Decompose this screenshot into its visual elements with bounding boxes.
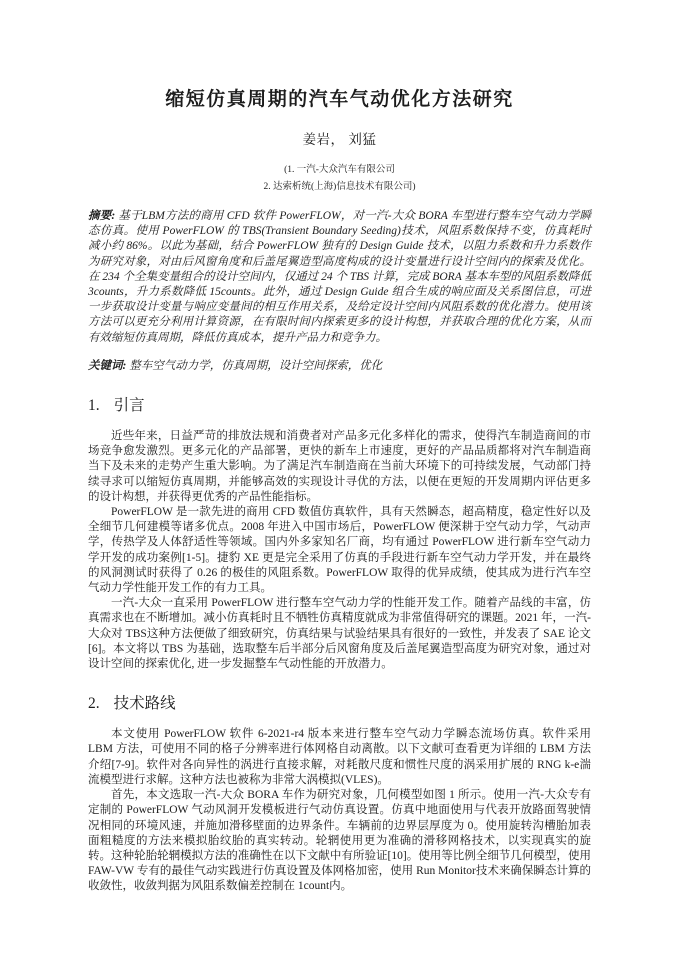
keywords-label: 关键词: <box>88 359 127 372</box>
tech-paragraph-1: 本文使用 PowerFLOW 软件 6-2021-r4 版本来进行整车空气动力学瞬态流场仿真。软件采用 LBM 方法，可使用不同的格子分辨率进行体网格自动离散。以下文献可查看更为详细的 LBM 方法介绍[7-9]。软件对各向异性的涡进行直接求解，对耗散尺度和惯性尺度的涡采用扩展的 RNG k-e湍流模型进行求解。这种方法也被称为非常大涡模拟(VLES)。 <box>88 728 591 786</box>
section-heading-technical-route <box>88 694 591 713</box>
abstract-paragraph <box>88 209 591 346</box>
abstract-label: 摘要: <box>88 210 116 222</box>
tech-paragraph-2: 首先，本文选取一汽-大众 BORA 车作为研究对象，几何模型如图 1 所示。使用一汽-大众专有定制的 PowerFLOW 气动风洞开发模板进行气动仿真设置。仿真中地面使用与代表开放路面驾驶情况相同的环境风速，并施加滑移壁面的边界条件。车辆前的边界层厚度为 0。使用旋转沟槽胎加表面粗糙度的方法来模拟胎纹胎的真实转动。轮辋使用更为准确的滑移网格技术，以实现真实的旋转。这种轮胎轮辋模拟方法的准确性在以下文献中有所验证[10]。使用等比例全细节几何模型，使用 FAW-VW 专有的最佳气动实践进行仿真设置及体网格加密，使用 Run Monitor技术来确保瞬态计算的收敛性，收敛判据为风阻系数偏差控制在 1count内。 <box>88 789 591 893</box>
keywords-paragraph <box>88 359 591 374</box>
intro-paragraph-2: PowerFLOW 是一款先进的商用 CFD 数值仿真软件，具有天然瞬态，超高精度，稳定性好以及全细节几何建模等诸多优点。2008 年进入中国市场后，PowerFLOW 便深耕于空气动力学，气动声学，传热学及人体舒适性等领域。国内外多家知名厂商，均有通过 PowerFLOW 进行新车空气动力学开发的成功案例[1-5]。捷豹 XE 更是完全采用了仿真的手段进行新车空气动力学开发，并在最终的风洞测试时获得了 0.26 的极佳的风阻系数。PowerFLOW 取得的优异成绩，使其成为进行汽车空气动力学性能开发工作的有力工具。 <box>88 506 591 595</box>
section-heading-introduction <box>88 396 591 415</box>
section-number: 1. <box>88 397 100 415</box>
intro-paragraph-3: 一汽-大众一直采用 PowerFLOW 进行整车空气动力学的性能开发工作。随着产品线的丰富，仿真需求也在不断增加。减小仿真耗时且不牺牲仿真精度就成为非常值得研究的课题。2021 年，一汽-大众对 TBS这种方法便做了细致研究，仿真结果与试验结果具有很好的一致性，并发表了 SAE 论文[6]。本文将以 TBS 为基础，选取整车后半部分后风窗角度及后盖尾翼造型高度为研究对象，通过对设计空间的探索优化, 进一步发掘整车气动性能的开放潜力。 <box>88 597 591 671</box>
keywords-text: 整车空气动力学，仿真周期，设计空间探索，优化 <box>126 359 383 372</box>
section-title: 引言 <box>113 397 145 415</box>
intro-paragraph-1: 近些年来，日益严苛的排放法规和消费者对产品多元化多样化的需求，使得汽车制造商间的市场竞争愈发激烈。更多元化的产品部署，更快的新车上市速度，更好的产品品质都将对汽车制造商当下及未来的走势产生重大影响。为了满足汽车制造商在当前大环境下的可持续发展，气动部门持续寻求可以缩短仿真周期，并能够高效的实现设计寻优的方法，以便在更短的开发周期内评估更多的设计构想，并获得更优秀的产品性能指标。 <box>88 430 591 503</box>
paper-authors: 姜岩， 刘猛 <box>302 132 377 147</box>
section-number: 2. <box>88 695 100 713</box>
section-title: 技术路线 <box>113 695 176 713</box>
affiliation-line-1: (1. 一汽-大众汽车有限公司 <box>284 165 395 175</box>
abstract-text: 基于LBM方法的商用 CFD 软件 PowerFLOW，对一汽-大众 BORA 车型进行整车空气动力学瞬态仿真。使用 PowerFLOW 的 TBS(Transient Boundary Seeding)技术，风阻系数保持不变，仿真耗时减小约 86%。以此为基础，结合 PowerFLOW 独有的 Design Guide 技术，以阻力系数和升力系数作为研究对象，对由后风窗角度和后盖尾翼造型高度构成的设计变量进行设计空间内的探索及优化。在 234 个全集变量组合的设计空间内，仅通过 24 个 TBS 计算，完成 BORA 基本车型的风阻系数降低 3counts，升力系数降低 15counts。此外，通过 Design Guide 组合生成的响应面及关系图信息，可进一步获取设计变量与响应变量间的相互作用关系，及给定设计空间内风阻系数的优化潜力。使用该方法可以更充分利用计算资源，在有限时间内探索更多的设计构想，并获取合理的优化方案，从而有效缩短仿真周期，降低仿真成本，提升产品力和竞争力。 <box>88 210 591 344</box>
paper-title: 缩短仿真周期的汽车气动优化方法研究 <box>165 89 514 110</box>
affiliation-line-2: 2. 达索析统(上海)信息技术有限公司) <box>263 182 416 192</box>
